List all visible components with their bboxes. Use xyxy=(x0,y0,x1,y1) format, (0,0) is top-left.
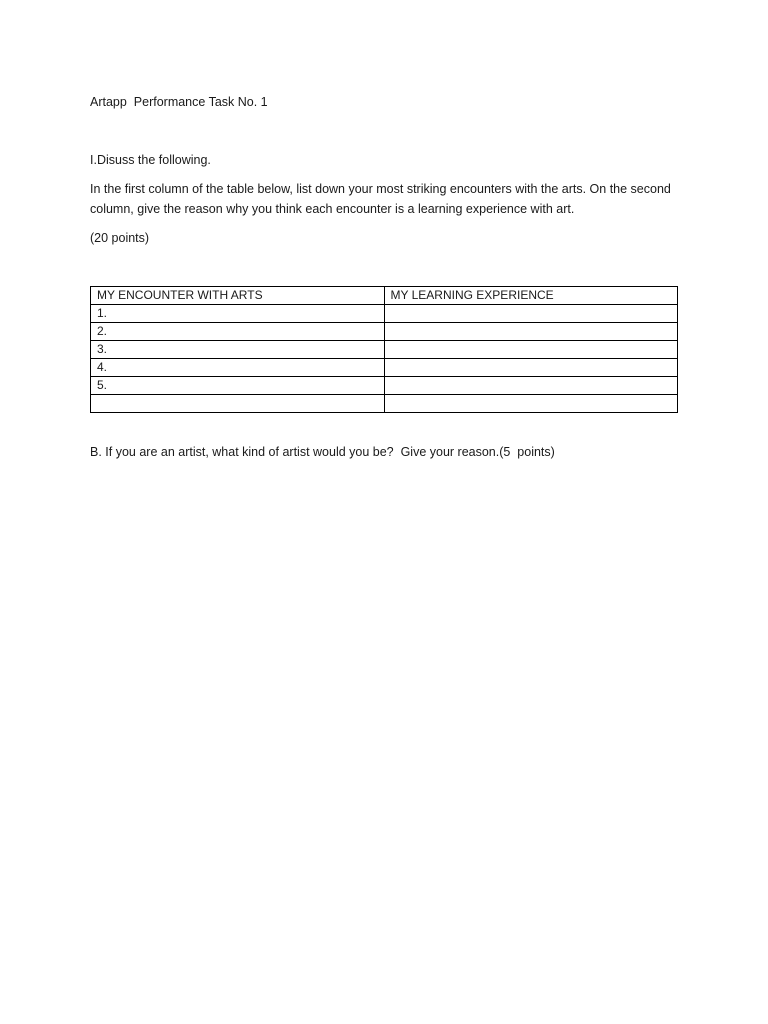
table-row xyxy=(91,341,678,359)
table-cell-learning xyxy=(384,359,678,377)
table-cell-learning xyxy=(384,305,678,323)
table-row xyxy=(91,323,678,341)
table-row xyxy=(91,305,678,323)
table-header-row xyxy=(91,287,678,305)
table-cell-encounter: 2. xyxy=(91,323,385,341)
table-cell-encounter xyxy=(91,395,385,413)
table-row xyxy=(91,377,678,395)
header-encounter: MY ENCOUNTER WITH ARTS xyxy=(91,287,385,305)
table-cell-learning xyxy=(384,377,678,395)
section-heading: I.Disuss the following. xyxy=(90,153,211,167)
instructions-paragraph: In the first column of the table below, list down your most striking encounters with the arts. On the second column, give the reason why you think each encounter is a learning experience with art. xyxy=(90,182,671,216)
table-row xyxy=(91,359,678,377)
encounters-table xyxy=(90,286,678,413)
table-cell-encounter: 3. xyxy=(91,341,385,359)
document-title: Artapp Performance Task No. 1 xyxy=(90,95,268,109)
table-cell-learning xyxy=(384,323,678,341)
table-cell-encounter: 4. xyxy=(91,359,385,377)
table-row xyxy=(91,395,678,413)
table-cell-encounter: 1. xyxy=(91,305,385,323)
table-cell-encounter: 5. xyxy=(91,377,385,395)
header-learning: MY LEARNING EXPERIENCE xyxy=(384,287,678,305)
points-label: (20 points) xyxy=(90,231,150,245)
question-b: B. If you are an artist, what kind of artist would you be? Give your reason.(5 points) xyxy=(90,445,555,459)
table-cell-learning xyxy=(384,341,678,359)
table-cell-learning xyxy=(384,395,678,413)
